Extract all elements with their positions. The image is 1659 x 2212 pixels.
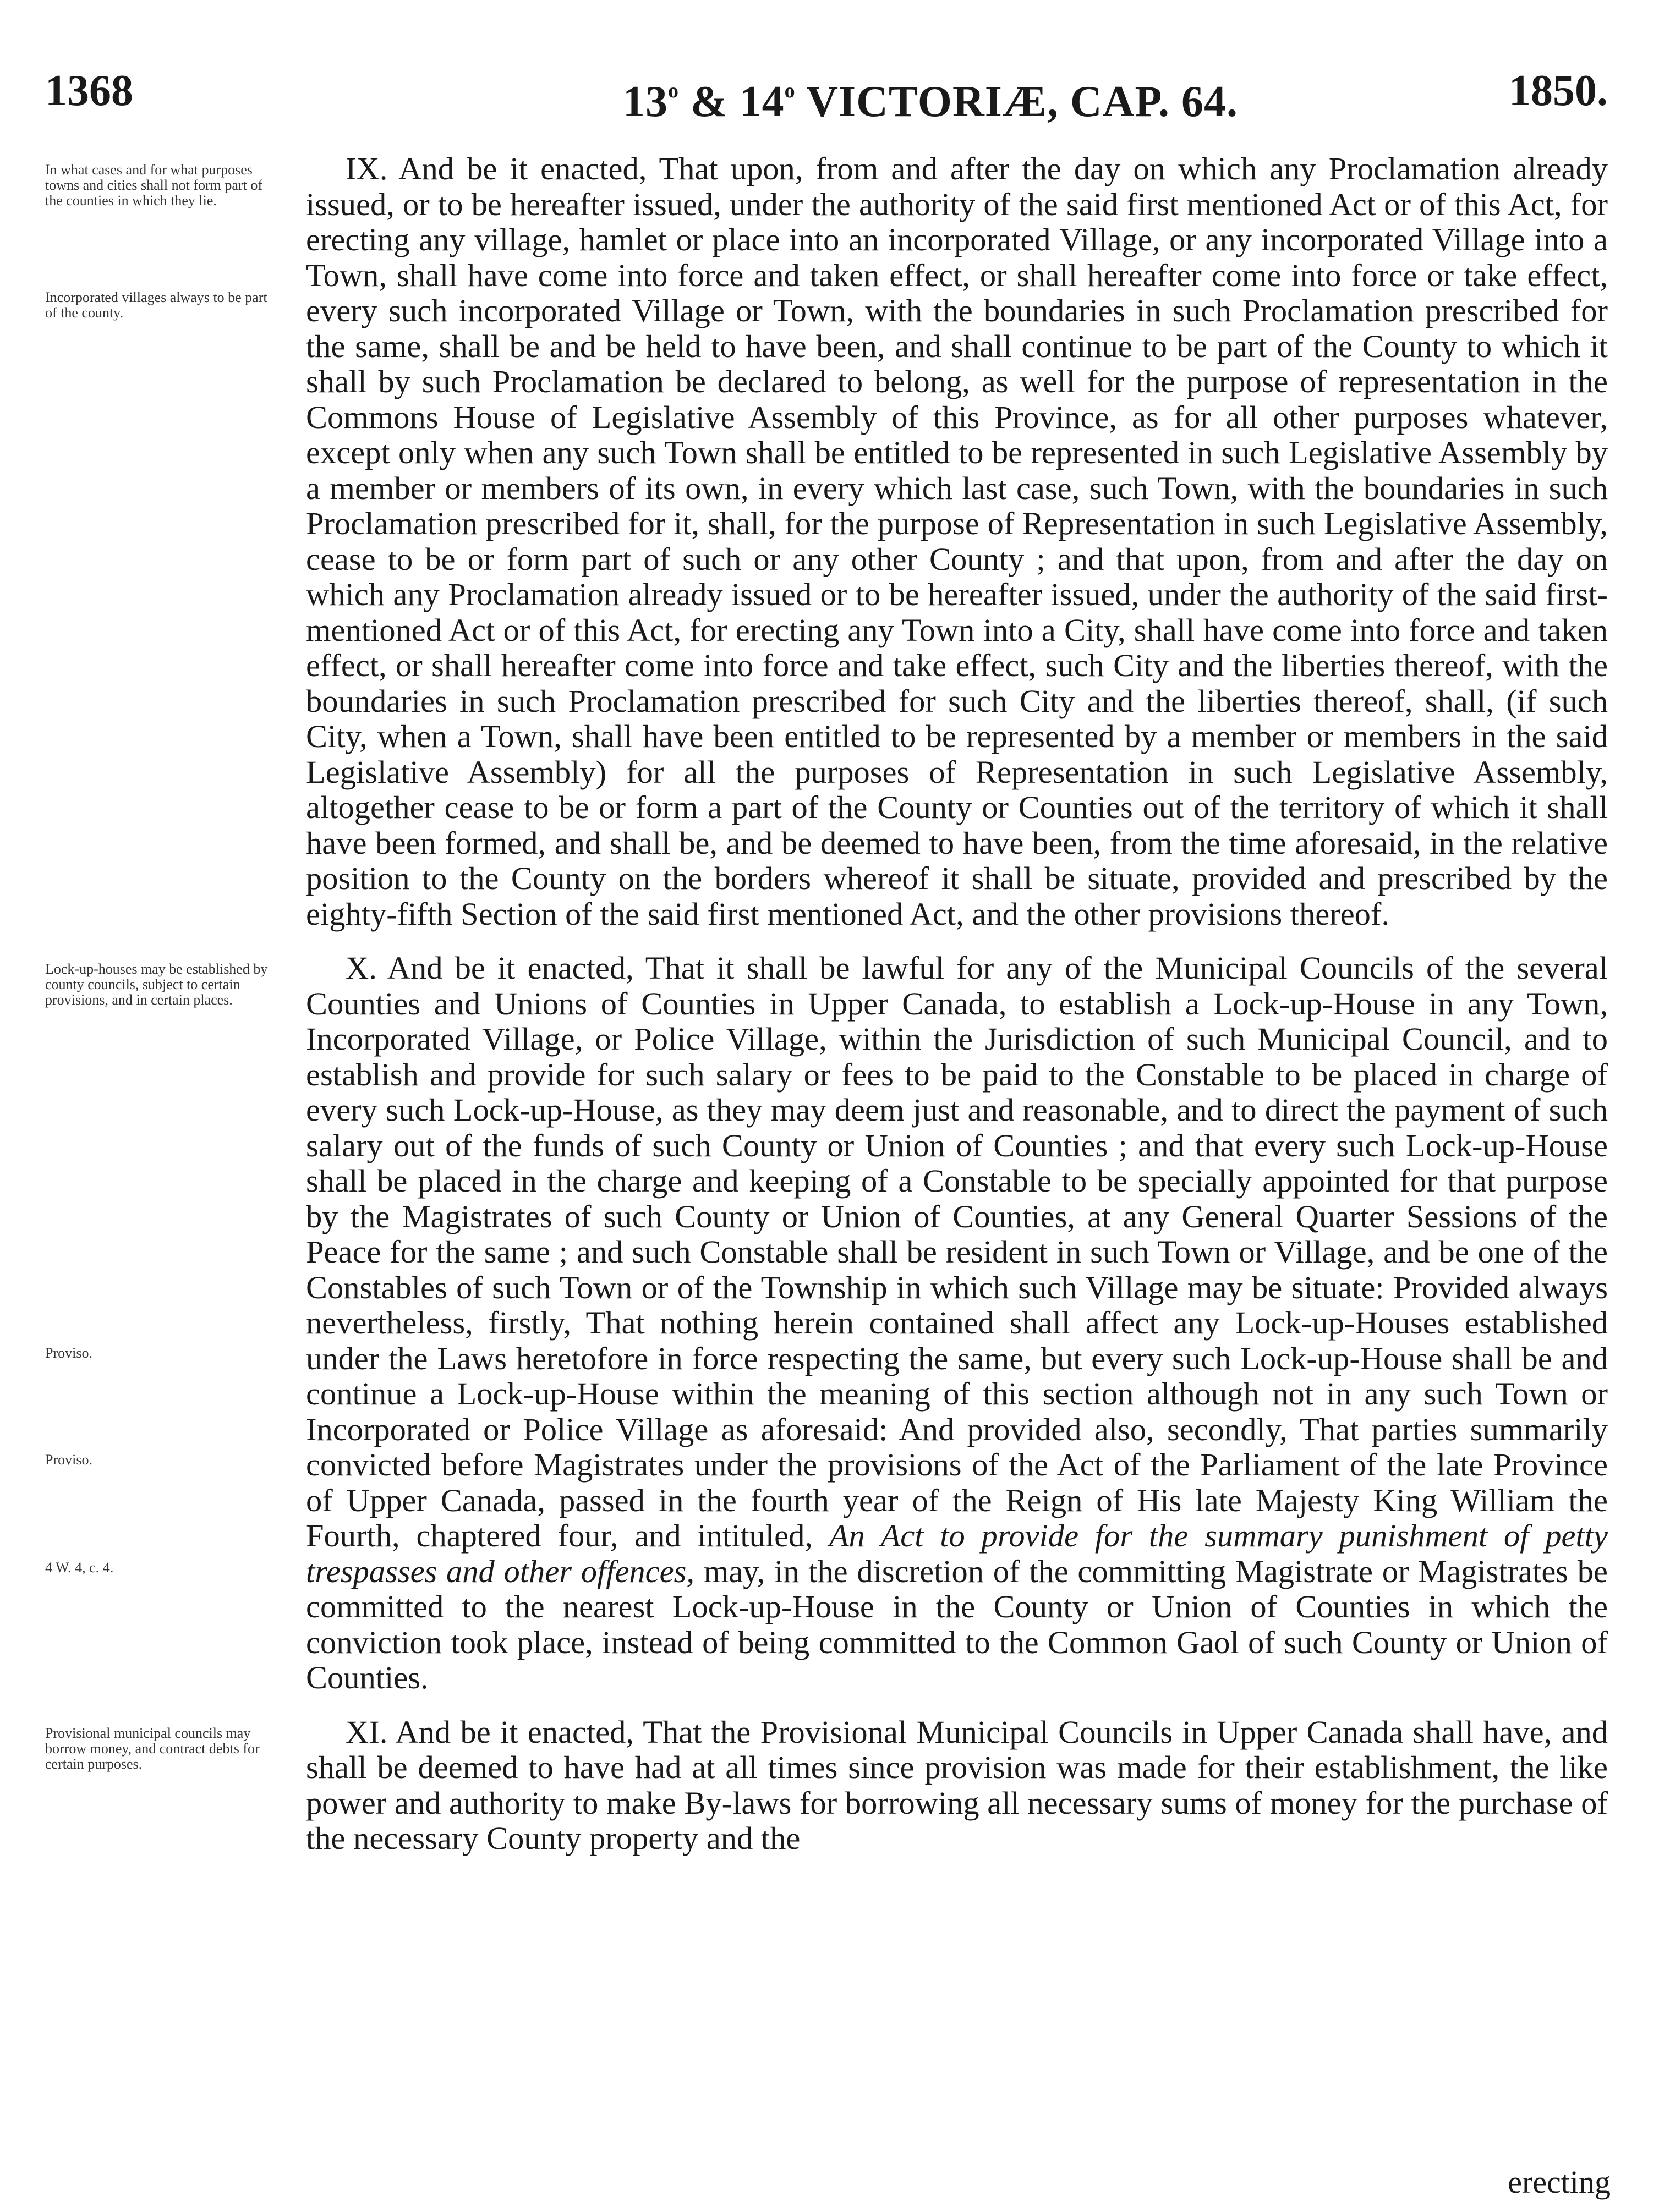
title-rest: VICTORIÆ, CAP. 64. (795, 78, 1238, 126)
body-text (45, 151, 1608, 1875)
running-title (623, 61, 1238, 132)
margin-note-proviso-1: Proviso. (45, 1345, 92, 1361)
margin-note-villages-county: Incorporated villages always to be part of the county. (45, 289, 267, 321)
section-number: XI. (346, 1714, 388, 1750)
act-title-italic: An Act to provide for the summary punishment of petty trespasses and other offences, (306, 1518, 1608, 1589)
section-text: And be it enacted, That the Provisional Municipal Councils in Upper Canada shall have, and shall be deemed to have had at all times since provision was made for their establishment, the like power and authority to make By-laws for borrowing all necessary sums of money for the purchase of the necessary County property and the (306, 1714, 1608, 1856)
title-sup-2: o (784, 79, 796, 102)
section-xi-paragraph (306, 1715, 1608, 1857)
catchword: erecting (1508, 2164, 1611, 2200)
margin-note-proviso-2: Proviso. (45, 1452, 92, 1468)
section-text-part-2: may, in the discretion of the committing Magistrate or Magistrates be committed to the nearest Lock-up-House in the County or Union of Counties in which the conviction took place, instead of being committed to the Common Gaol of such County or Union of Counties. (306, 1553, 1608, 1695)
section-number: IX. (346, 151, 388, 186)
title-sup-1: o (668, 79, 679, 102)
page-year: 1850. (1509, 67, 1608, 115)
section-number: X. (346, 950, 377, 986)
section-ix (45, 151, 1608, 932)
section-ix-paragraph (306, 151, 1608, 932)
title-num-2: 14 (739, 78, 785, 126)
margin-note-lockup-houses: Lock-up-houses may be established by county councils, subject to certain provisions, and in certain places. (45, 961, 268, 1008)
section-xi (45, 1715, 1608, 1857)
section-x (45, 951, 1608, 1696)
title-ampersand: & (679, 78, 740, 126)
page-number: 1368 (45, 67, 133, 115)
page-header (45, 61, 1608, 126)
margin-note-provisional-councils: Provisional municipal councils may borrow money, and contract debts for certain purposes. (45, 1725, 260, 1772)
margin-note-statute-ref: 4 W. 4, c. 4. (45, 1560, 114, 1576)
margin-note-towns-cities: In what cases and for what purposes towns and cities shall not form part of the counties in which they lie. (45, 162, 262, 208)
section-text-part-1: And be it enacted, That it shall be lawful for any of the Municipal Councils of the several Counties and Unions of Counties in Upper Canada, to establish a Lock-up-House in any Town, Incorporated Village, or Police Village, within the Jurisdiction of such Municipal Council, and to establish and provide for such salary or fees to be paid to the Constable to be placed in charge of every such Lock-up-House, as they may deem just and reasonable, and to direct the payment of such salary out of the funds of such County or Union of Counties ; and that every such Lock-up-House shall be placed in the charge and keeping of a Constable to be specially appointed for that purpose by the Magistrates of such County or Union of Counties, at any General Quarter Sessions of the Peace for the same ; and such Constable shall be resident in such Town or Village, and be one of the Constables of such Town or of the Township in which such Village may be situate: Provided always nevertheless, firstly, That nothing herein contained shall affect any Lock-up-Houses established under the Laws heretofore in force respecting the same, but every such Lock-up-House shall be and continue a Lock-up-House within the meaning of this section although not in any such Town or Incorporated or Police Village as aforesaid: And provided also, secondly, That parties summarily convicted before Magistrates under the provisions of the Act of the Parliament of the late Province of Upper Canada, passed in the fourth year of the Reign of His late Majesty King William the Fourth, chaptered four, and intituled, (306, 950, 1608, 1554)
section-text: And be it enacted, That upon, from and after the day on which any Proclamation already issued, or to be hereafter issued, under the authority of the said first mentioned Act or of this Act, for erecting any village, hamlet or place into an incorporated Village, or any incorporated Village into a Town, shall have come into force and taken effect, or shall hereafter come into force or take effect, every such incorporated Village or Town, with the boundaries in such Proclamation prescribed for the same, shall be and be held to have been, and shall continue to be part of the County to which it shall by such Proclamation be declared to belong, as well for the purpose of representation in the Commons House of Legislative Assembly of this Province, as for all other purposes whatever, except only when any such Town shall be entitled to be represented in such Legislative Assembly by a member or members of its own, in every which last case, such Town, with the boundaries in such Proclamation prescribed for it, shall, for the purpose of Representation in such Legislative Assembly, cease to be or form part of such or any other County ; and that upon, from and after the day on which any Proclamation already issued or to be hereafter issued, under the authority of the said first-mentioned Act or of this Act, for erecting any Town into a City, shall have come into force and taken effect, or shall hereafter come into force and take effect, such City and the liberties thereof, with the boundaries in such Proclamation prescribed for such City and the liberties thereof, shall, (if such City, when a Town, shall have been entitled to be represented by a member or members in the said Legislative Assembly) for all the purposes of Representation in such Legislative Assembly, altogether cease to be or form a part of the County or Counties out of the territory of which it shall have been formed, and shall be, and be deemed to have been, from the time aforesaid, in the relative position to the County on the borders whereof it shall be situate, provided and prescribed by the eighty-fifth Section of the said first mentioned Act, and the other provisions thereof. (306, 151, 1608, 932)
section-x-paragraph (306, 951, 1608, 1696)
title-num-1: 13 (623, 78, 668, 126)
